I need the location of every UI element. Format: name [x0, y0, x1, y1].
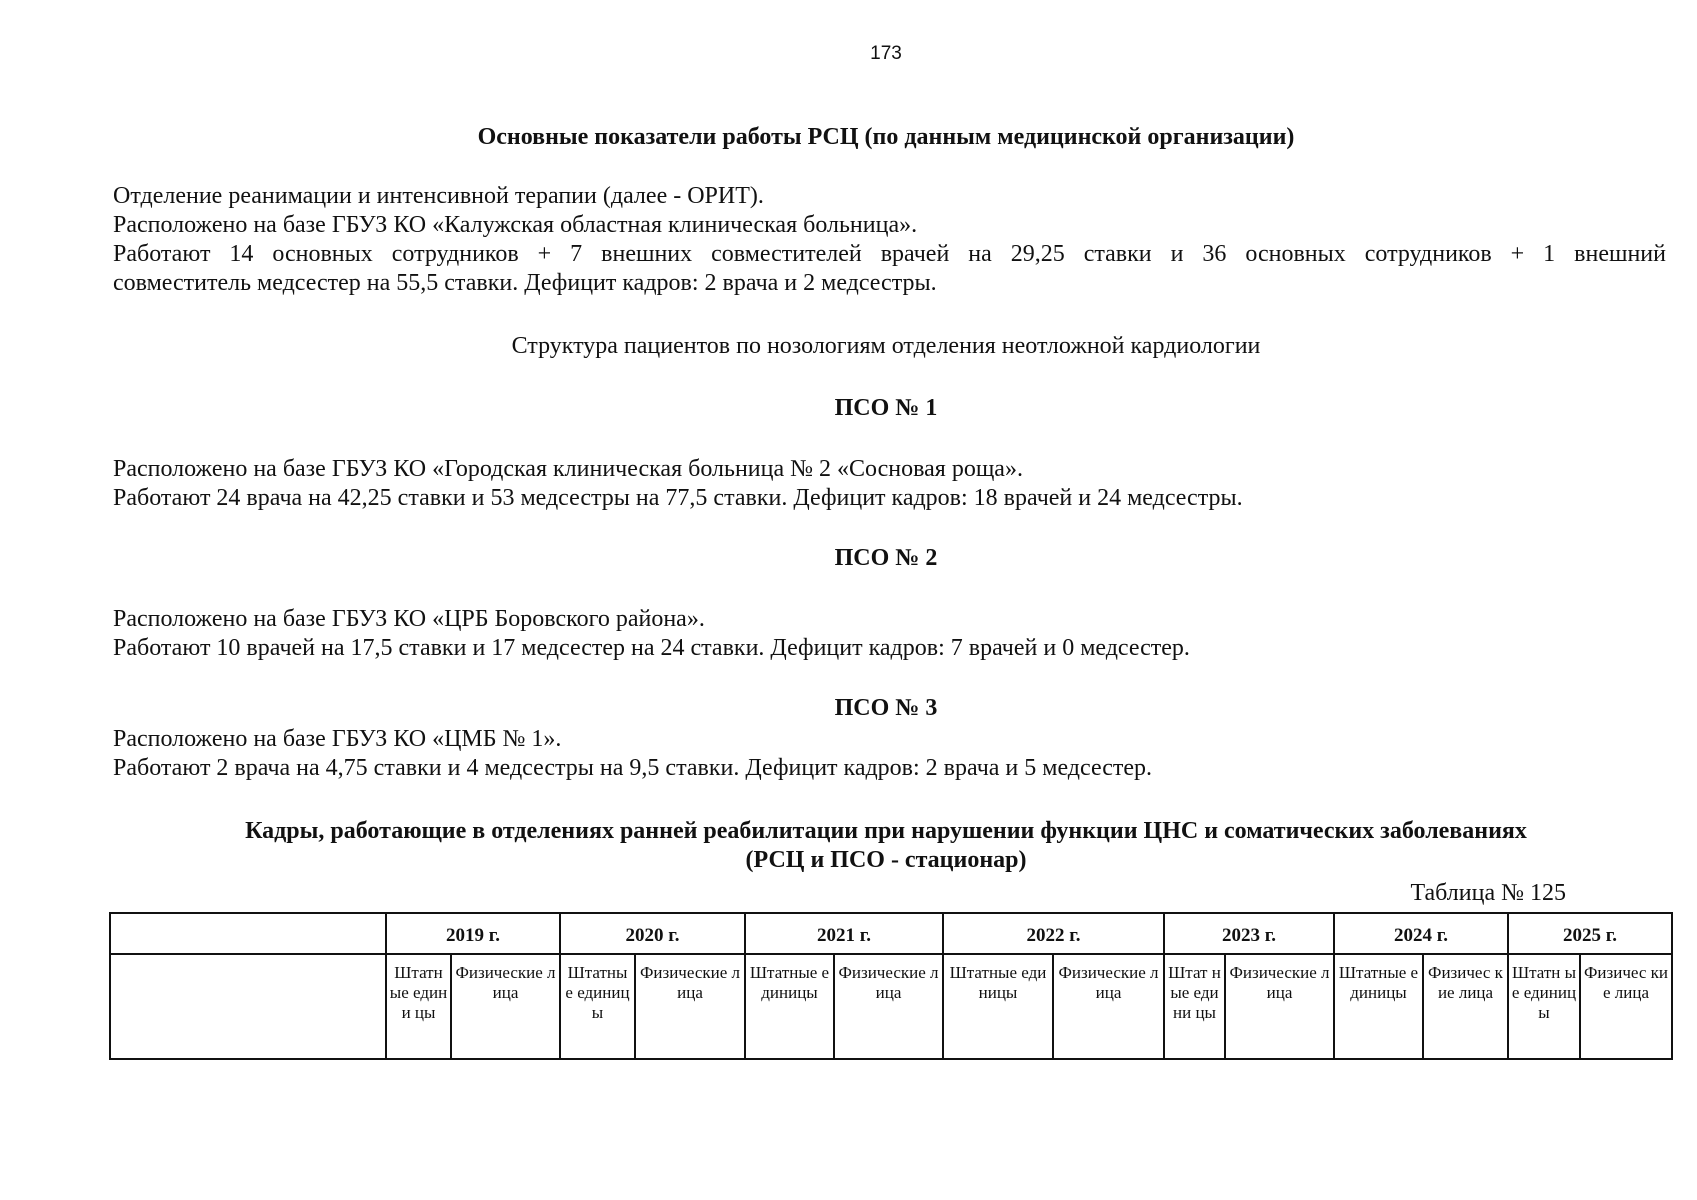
year-2021-header: 2021 г.	[745, 913, 943, 954]
individuals-2020: Физические лица	[635, 954, 745, 1059]
structure-title: Структура пациентов по нозологиям отделения неотложной кардиологии	[511, 333, 1261, 359]
year-2023-header: 2023 г.	[1164, 913, 1334, 954]
pso3-line-1: Расположено на базе ГБУЗ КО «ЦМБ № 1».	[113, 726, 562, 752]
pso2-title: ПСО № 2	[834, 545, 938, 571]
row-label-subheader	[110, 954, 386, 1059]
individuals-2019: Физические лица	[451, 954, 560, 1059]
orit-line-1: Отделение реанимации и интенсивной терапии (далее - ОРИТ).	[113, 183, 764, 209]
year-2024-header: 2024 г.	[1334, 913, 1508, 954]
pso1-title: ПСО № 1	[834, 395, 938, 421]
pso3-line-2: Работают 2 врача на 4,75 ставки и 4 медсестры на 9,5 ставки. Дефицит кадров: 2 врача и 5 медсестер.	[113, 755, 1152, 781]
table-label: Таблица № 125	[1410, 880, 1566, 906]
row-label-header	[110, 913, 386, 954]
staff-units-2022: Штатные единицы	[943, 954, 1053, 1059]
pso2-section	[113, 605, 1666, 663]
rehab-title-line-2: (РСЦ и ПСО - стационар)	[745, 847, 1027, 873]
page-number: 173	[870, 43, 902, 64]
individuals-2024: Физичес кие лица	[1423, 954, 1508, 1059]
pso1-line-1: Расположено на базе ГБУЗ КО «Городская клиническая больница № 2 «Сосновая роща».	[113, 456, 1023, 482]
staff-units-2020: Штатны е единиц ы	[560, 954, 635, 1059]
year-2020-header: 2020 г.	[560, 913, 745, 954]
pso2-line-1: Расположено на базе ГБУЗ КО «ЦРБ Боровского района».	[113, 606, 705, 632]
year-2022-header: 2022 г.	[943, 913, 1164, 954]
year-2019-header: 2019 г.	[386, 913, 560, 954]
orit-line-3b: совместитель медсестер на 55,5 ставки. Дефицит кадров: 2 врача и 2 медсестры.	[113, 270, 937, 296]
staff-units-2025: Штатн ые единиц ы	[1508, 954, 1580, 1059]
main-title: Основные показатели работы РСЦ (по данным медицинской организации)	[477, 124, 1295, 150]
pso3-section	[113, 725, 1666, 783]
individuals-2023: Физические лица	[1225, 954, 1334, 1059]
staff-units-2021: Штатные единицы	[745, 954, 834, 1059]
individuals-2021: Физические лица	[834, 954, 943, 1059]
staff-units-2024: Штатные единицы	[1334, 954, 1423, 1059]
individuals-2022: Физические лица	[1053, 954, 1164, 1059]
year-2025-header: 2025 г.	[1508, 913, 1672, 954]
year-header-row	[110, 913, 1672, 954]
pso1-line-2: Работают 24 врача на 42,25 ставки и 53 медсестры на 77,5 ставки. Дефицит кадров: 18 врачей и 24 медсестры.	[113, 485, 1243, 511]
rehab-title-line-1: Кадры, работающие в отделениях ранней реабилитации при нарушении функции ЦНС и соматических заболеваниях	[245, 818, 1527, 844]
staff-table	[109, 912, 1673, 1060]
orit-section	[113, 182, 1666, 298]
orit-line-3a: Работают 14 основных сотрудников + 7 внешних совместителей врачей на 29,25 ставки и 36 основных сотрудников + 1 внешний	[113, 241, 1666, 267]
individuals-2025: Физичес кие лица	[1580, 954, 1672, 1059]
pso3-title: ПСО № 3	[834, 695, 938, 721]
staff-units-2019: Штатн ые едини цы	[386, 954, 451, 1059]
subheader-row	[110, 954, 1672, 1059]
pso1-section	[113, 455, 1666, 513]
staff-units-2023: Штат ные едини цы	[1164, 954, 1225, 1059]
pso2-line-2: Работают 10 врачей на 17,5 ставки и 17 медсестер на 24 ставки. Дефицит кадров: 7 врачей и 0 медсестер.	[113, 635, 1190, 661]
orit-line-2: Расположено на базе ГБУЗ КО «Калужская областная клиническая больница».	[113, 212, 918, 238]
